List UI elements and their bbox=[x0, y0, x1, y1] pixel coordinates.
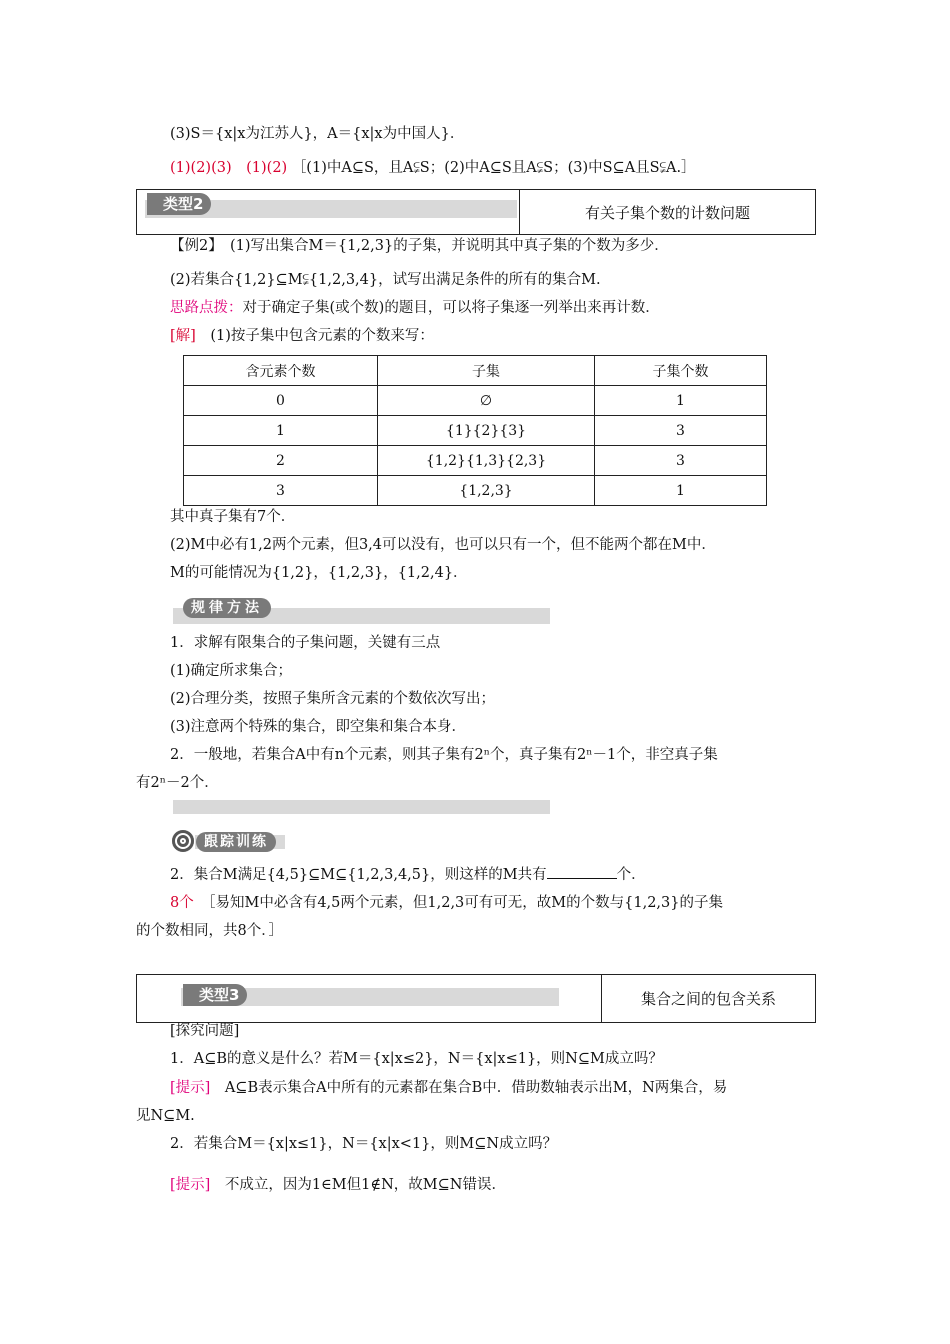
table-header-row bbox=[184, 356, 767, 386]
explore-q1: 1．A⊆B的意义是什么？若M＝{x|x≤2}，N＝{x|x≤1}，则N⊆M成立吗？ bbox=[170, 1051, 663, 1067]
hint2-label: [提示] bbox=[170, 1177, 211, 1193]
table-row bbox=[184, 476, 767, 506]
method-end-bar bbox=[173, 800, 550, 814]
answer-line bbox=[170, 158, 696, 178]
solution-text: (1)按子集中包含元素的个数来写： bbox=[195, 328, 434, 344]
explore-label: [探究问题] bbox=[170, 1023, 240, 1039]
hint-label: 思路点拨： bbox=[170, 300, 243, 316]
hint1-text: A⊆B表示集合A中所有的元素都在集合B中．借助数轴表示出M，N两集合，易 bbox=[210, 1080, 728, 1096]
method-p5a: 2．一般地，若集合A中有n个元素，则其子集有2ⁿ个，真子集有2ⁿ－1个，非空真子集 bbox=[170, 747, 718, 763]
table-header: 含元素个数 bbox=[184, 356, 378, 386]
target-icon bbox=[172, 830, 194, 852]
practice-answer-text: ［易知M中必含有4,5两个元素，但1,2,3可有可无，故M的个数与{1,2,3}的子集 bbox=[208, 895, 723, 911]
type3-banner bbox=[136, 974, 816, 1023]
table-row bbox=[184, 386, 767, 416]
method-label: 规律方法 bbox=[183, 598, 271, 618]
hint1-label: [提示] bbox=[170, 1080, 211, 1096]
part2-cases: M的可能情况为{1,2}，{1,2,3}，{1,2,4}． bbox=[170, 565, 468, 581]
method-p2: (1)确定所求集合； bbox=[170, 663, 293, 679]
subset-table bbox=[183, 355, 767, 506]
type3-tag: 类型3 bbox=[183, 984, 247, 1006]
solution-label: [解] bbox=[170, 328, 196, 344]
explore-hint1 bbox=[170, 1078, 727, 1098]
example2-q1: 【例2】 (1)写出集合M＝{1,2,3}的子集，并说明其中真子集的个数为多少． bbox=[170, 238, 669, 254]
table-cell: 1 bbox=[184, 416, 378, 446]
answer-blank bbox=[547, 864, 617, 879]
table-row bbox=[184, 416, 767, 446]
explore-hint2 bbox=[170, 1175, 506, 1195]
table-cell: 3 bbox=[595, 446, 767, 476]
hint-line bbox=[170, 298, 660, 318]
table-cell: {1,2,3} bbox=[378, 476, 595, 506]
table-header: 子集 bbox=[378, 356, 595, 386]
example2-q2: (2)若集合{1,2}⊆M⫋{1,2,3,4}，试写出满足条件的所有的集合M. bbox=[170, 272, 601, 288]
type2-banner bbox=[136, 189, 816, 235]
table-cell: 2 bbox=[184, 446, 378, 476]
table-cell: 3 bbox=[184, 476, 378, 506]
type3-title: 集合之间的包含关系 bbox=[640, 990, 776, 1008]
answer-explanation: ［(1)中A⊆S，且A⫋S；(2)中A⊆S且A⫋S；(3)中S⊆A且S⫋A.］ bbox=[291, 160, 696, 176]
method-p5b: 有2ⁿ－2个． bbox=[136, 775, 219, 791]
method-p3: (2)合理分类，按照子集所含元素的个数依次写出； bbox=[170, 691, 496, 707]
method-p4: (3)注意两个特殊的集合，即空集和集合本身． bbox=[170, 719, 467, 735]
hint2-text: 不成立，因为1∈M但1∉N，故M⊆N错误． bbox=[210, 1177, 506, 1193]
method-p1: 1．求解有限集合的子集问题，关键有三点 bbox=[170, 635, 441, 651]
proper-subset-count: 其中真子集有7个． bbox=[170, 509, 296, 525]
practice-question-end: 个． bbox=[616, 867, 646, 883]
practice-label: 跟踪训练 bbox=[196, 832, 276, 852]
table-row bbox=[184, 446, 767, 476]
table-cell: ∅ bbox=[378, 386, 595, 416]
hint-text: 对于确定子集(或个数)的题目，可以将子集逐一列举出来再计数． bbox=[242, 300, 660, 316]
type2-tag: 类型2 bbox=[147, 193, 211, 215]
item-3: (3)S＝{x|x为江苏人}，A＝{x|x为中国人}． bbox=[170, 126, 465, 142]
practice-answer bbox=[170, 893, 723, 913]
practice-answer-cont: 的个数相同，共8个．］ bbox=[136, 923, 283, 939]
part2-explanation: (2)M中必有1,2两个元素，但3,4可以没有，也可以只有一个，但不能两个都在M中． bbox=[170, 537, 716, 553]
practice-question bbox=[170, 864, 646, 885]
table-cell: 0 bbox=[184, 386, 378, 416]
table-cell: 1 bbox=[595, 386, 767, 416]
answer-red: (1)(2)(3) (1)(2) bbox=[170, 160, 288, 176]
table-cell: 3 bbox=[595, 416, 767, 446]
type2-banner-left bbox=[137, 190, 519, 234]
explore-q2: 2．若集合M＝{x|x≤1}，N＝{x|x<1}，则M⊆N成立吗？ bbox=[170, 1136, 558, 1152]
practice-question-text: 2．集合M满足{4,5}⊆M⊆{1,2,3,4,5}，则这样的M共有 bbox=[170, 867, 547, 883]
explore-hint1-cont: 见N⊆M. bbox=[136, 1108, 195, 1124]
table-cell: {1,2}{1,3}{2,3} bbox=[378, 446, 595, 476]
table-cell: 1 bbox=[595, 476, 767, 506]
practice-answer-red: 8个 bbox=[170, 895, 194, 911]
solution-line bbox=[170, 326, 434, 346]
table-header: 子集个数 bbox=[595, 356, 767, 386]
table-cell: {1}{2}{3} bbox=[378, 416, 595, 446]
type2-title: 有关子集个数的计数问题 bbox=[584, 203, 750, 222]
